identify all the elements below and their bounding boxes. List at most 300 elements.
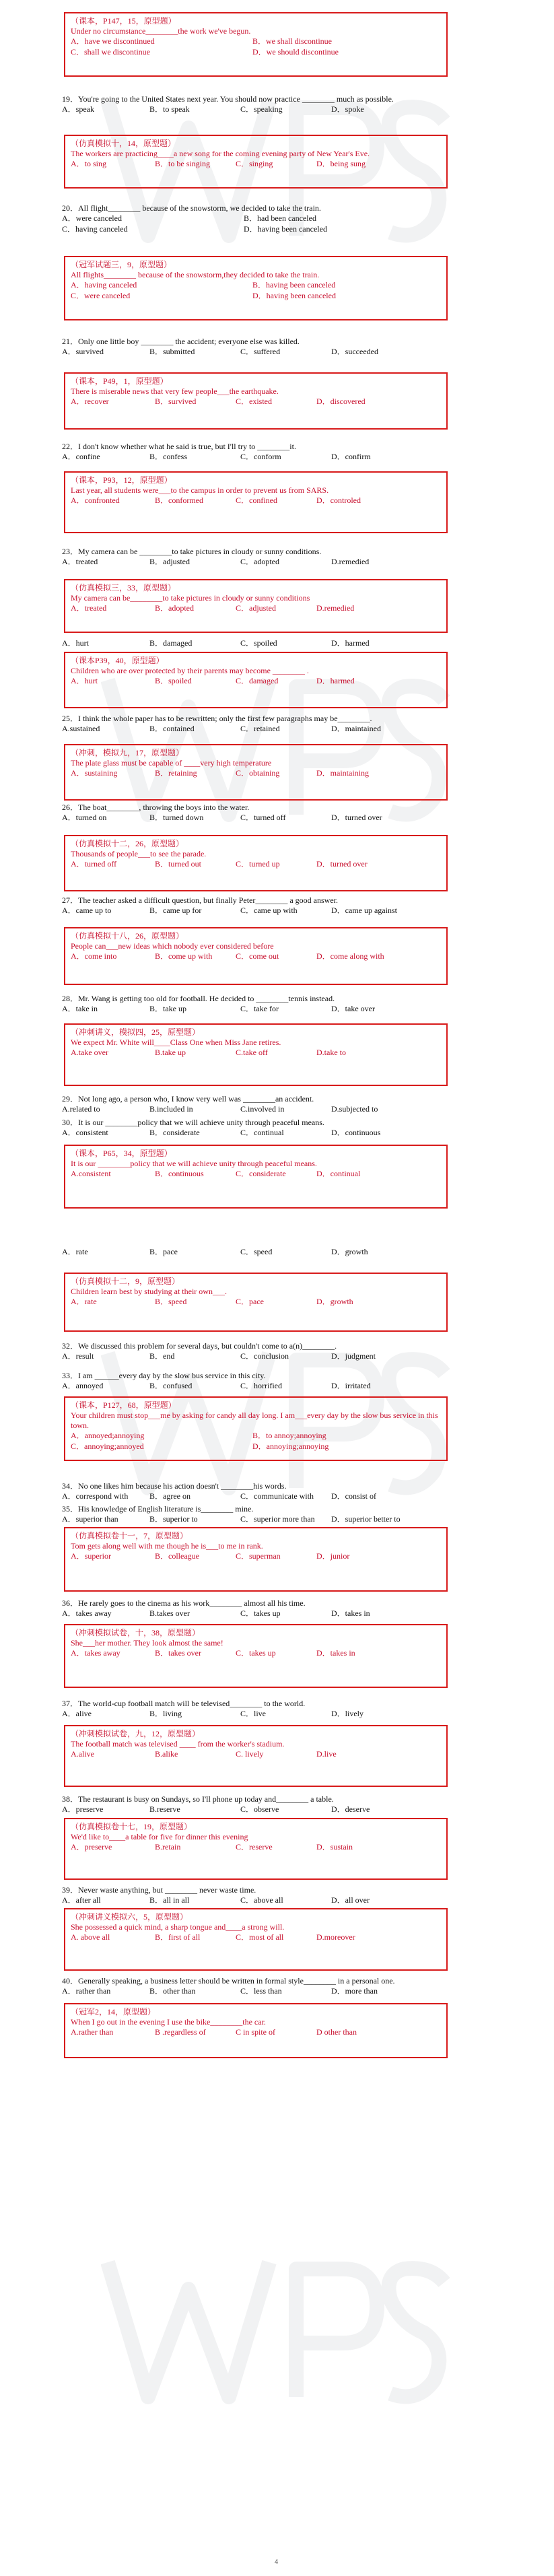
option-c: C．turned off <box>240 813 286 822</box>
source-reference-box <box>64 1725 448 1787</box>
option-b: B．all in all <box>149 1895 190 1905</box>
question-item <box>62 994 493 1015</box>
question-stem: 28．Mr. Wang is getting too old for football. He decided to ________tennis instead. <box>62 994 335 1003</box>
option-c: C．less than <box>240 1986 282 1996</box>
option-b: B．damaged <box>149 638 193 648</box>
options-row <box>71 1297 441 1308</box>
option-b: B.reserve <box>149 1804 180 1814</box>
question-stem: She___her mother. They look almost the same! <box>71 1638 223 1648</box>
option-b: B．spoiled <box>155 676 192 685</box>
options-row <box>62 1381 493 1392</box>
option-c: C．obtaining <box>236 768 280 778</box>
option-a: A．come into <box>71 951 117 961</box>
option-c: C．observe <box>240 1804 279 1814</box>
option-d: D．having been canceled <box>244 224 327 234</box>
option-c: C．were canceled <box>71 291 131 300</box>
options-row <box>71 496 441 506</box>
question-stem: 23．My camera can be ________to take pictures in cloudy or sunny conditions. <box>62 547 322 556</box>
source-reference-box <box>64 471 448 533</box>
option-b: B．we shall discontinue <box>252 36 332 46</box>
options-row <box>62 452 493 463</box>
source-reference-box <box>64 1818 448 1880</box>
option-a: A．hurt <box>62 638 89 648</box>
question-item <box>62 1794 493 1815</box>
option-b: B.included in <box>149 1104 193 1114</box>
option-d: D．all over <box>331 1895 370 1905</box>
source-label: （仿真模拟十二，26，原型题） <box>71 839 184 848</box>
option-c: C．came up with <box>240 906 298 915</box>
option-a: A．superior <box>71 1551 111 1561</box>
option-a: A．treated <box>71 603 107 613</box>
question-item <box>62 1699 493 1720</box>
option-a: A．confine <box>62 452 100 461</box>
option-c: C．reserve <box>236 1842 273 1852</box>
option-c: C. lively <box>236 1749 264 1759</box>
option-a: A．sustaining <box>71 768 118 778</box>
option-c: C．speaking <box>240 104 283 114</box>
option-a: A．rate <box>71 1297 97 1306</box>
option-c: C．singing <box>236 159 273 168</box>
option-d: D．irritated <box>331 1381 371 1390</box>
question-item <box>62 547 493 568</box>
source-reference-box <box>64 256 448 320</box>
option-a: A. above all <box>71 1932 110 1942</box>
options-row <box>71 397 441 407</box>
option-a: A．survived <box>62 347 104 356</box>
source-label: （冲刺讲义，模拟四，25，原型题） <box>71 1027 201 1037</box>
option-b: B．take up <box>149 1004 186 1013</box>
option-a: A.sustained <box>62 724 100 733</box>
source-label: （冲刺模拟试卷，十，38，原型题） <box>71 1628 201 1637</box>
option-b: B．retaining <box>155 768 197 778</box>
option-b: B．adjusted <box>149 557 190 566</box>
option-b: B．superior to <box>149 1514 198 1524</box>
question-stem: 36．He rarely goes to the cinema as his work________ almost all his time. <box>62 1598 306 1608</box>
option-d: D．junior <box>316 1551 350 1561</box>
option-d: D．more than <box>331 1986 378 1996</box>
options-row <box>62 1491 493 1502</box>
options-row <box>62 557 493 568</box>
options-row <box>71 47 441 58</box>
option-d: D．turned over <box>316 859 368 869</box>
question-item <box>62 1371 493 1392</box>
options-row <box>62 347 493 358</box>
option-c: C．superman <box>236 1551 281 1561</box>
option-c: C．retained <box>240 724 280 733</box>
question-stem: 40．Generally speaking, a business letter should be written in formal style________ in a personal one. <box>62 1976 395 1986</box>
options-row <box>62 1247 493 1258</box>
option-a: A．turned off <box>71 859 117 869</box>
question-stem: 38．The restaurant is busy on Sundays, so I'll phone up today and________ a table. <box>62 1794 334 1804</box>
option-a: A．after all <box>62 1895 101 1905</box>
source-reference-box <box>64 1273 448 1332</box>
option-d: D．superior better to <box>331 1514 401 1524</box>
source-label: （仿真模拟十，14，原型题） <box>71 139 176 148</box>
option-a: A．takes away <box>62 1608 112 1618</box>
option-b: B．turned down <box>149 813 204 822</box>
source-label: （仿真模拟卷十一，7，原型题） <box>71 1531 188 1540</box>
option-d: D．confirm <box>331 452 371 461</box>
option-b: B．came up for <box>149 906 202 915</box>
source-label: （课本，P49，1，原型题） <box>71 376 168 386</box>
source-label: （仿真模拟十八，26，原型题） <box>71 931 184 941</box>
option-c: C．conclusion <box>240 1351 289 1361</box>
question-stem: People can___new ideas which nobody ever considered before <box>71 941 274 951</box>
option-a: A．rate <box>62 1247 88 1256</box>
option-a: A．takes away <box>71 1648 120 1658</box>
option-b: B．come up with <box>155 951 213 961</box>
source-reference-box <box>64 1908 448 1971</box>
question-item <box>62 337 493 358</box>
options-row <box>62 1004 493 1015</box>
option-c: C．adjusted <box>236 603 276 613</box>
options-row <box>62 724 493 735</box>
option-c: C．takes up <box>236 1648 276 1658</box>
source-reference-box <box>64 2003 448 2058</box>
options-row <box>71 1431 441 1442</box>
option-d: D．judgment <box>331 1351 376 1361</box>
option-c: C．above all <box>240 1895 283 1905</box>
option-d: D．take over <box>331 1004 375 1013</box>
question-item <box>62 1094 493 1115</box>
option-a: A．consistent <box>62 1128 108 1137</box>
question-stem: We'd like to____a table for five for dinner this evening <box>71 1832 248 1841</box>
question-stem: 30．It is our ________policy that we will achieve unity through peaceful means. <box>62 1118 324 1127</box>
option-c: C．pace <box>236 1297 264 1306</box>
options-row <box>62 1128 493 1139</box>
option-b: B．pace <box>149 1247 178 1256</box>
source-label: （课本，P93，12，原型题） <box>71 475 172 485</box>
option-b: B．conformed <box>155 496 203 505</box>
option-b: B．to annoy;annoying <box>252 1431 326 1440</box>
option-b: B．had been canceled <box>244 213 316 223</box>
source-reference-box <box>64 1527 448 1592</box>
option-b: B．survived <box>155 397 197 406</box>
source-reference-box <box>64 652 448 708</box>
options-row <box>62 1104 493 1115</box>
option-d: D．controled <box>316 496 361 505</box>
option-a: A．hurt <box>71 676 98 685</box>
option-a: A．came up to <box>62 906 112 915</box>
option-c: C．having canceled <box>62 224 128 234</box>
option-c: C．existed <box>236 397 272 406</box>
option-b: B．first of all <box>155 1932 201 1942</box>
option-d: D．discovered <box>316 397 366 406</box>
option-c: C in spite of <box>236 2027 275 2037</box>
option-b: B．agree on <box>149 1491 191 1501</box>
option-d: D．takes in <box>316 1648 355 1658</box>
question-stem: 25．I think the whole paper has to be rewritten; only the first few paragraphs may be________. <box>62 714 372 723</box>
option-b: B．speed <box>155 1297 187 1306</box>
question-stem: The football match was televised ____ from the worker's stadium. <box>71 1739 285 1749</box>
question-item <box>62 1481 493 1502</box>
option-b: B.takes over <box>149 1608 190 1618</box>
source-label: （课本P39，40，原型题） <box>71 656 164 665</box>
options-row <box>62 1986 493 1997</box>
option-c: C．take for <box>240 1004 279 1013</box>
question-stem: 22．I don't know whether what he said is true, but I'll try to ________it. <box>62 442 296 451</box>
option-d: D．continuous <box>331 1128 381 1137</box>
options-row <box>71 1648 441 1659</box>
option-a: A.related to <box>62 1104 100 1114</box>
question-stem: Tom gets along well with me though he is___to me in rank. <box>71 1541 263 1551</box>
option-b: B .regardless of <box>155 2027 206 2037</box>
option-c: C．horrified <box>240 1381 282 1390</box>
option-c: C．takes up <box>240 1608 281 1618</box>
option-d: D.take to <box>316 1048 346 1057</box>
option-c: C．come out <box>236 951 279 961</box>
question-item <box>62 1118 493 1139</box>
source-reference-box <box>64 135 448 189</box>
option-c: C．annoying;annoyed <box>71 1442 144 1451</box>
source-label: （冠军2，14，原型题） <box>71 2007 156 2016</box>
option-a: A．preserve <box>62 1804 104 1814</box>
option-c: C．live <box>240 1709 266 1718</box>
option-c: C．confined <box>236 496 277 505</box>
option-a: A．preserve <box>71 1842 112 1852</box>
option-d: D．continual <box>316 1169 361 1178</box>
options-row <box>62 1351 493 1362</box>
question-stem: 33．I am ______every day by the slow bus service in this city. <box>62 1371 266 1380</box>
question-stem: 35．His knowledge of English literature is________ mine. <box>62 1504 254 1514</box>
option-d: D．growth <box>331 1247 368 1256</box>
option-a: A．treated <box>62 557 98 566</box>
question-stem: My camera can be________to take pictures in cloudy or sunny conditions <box>71 593 310 603</box>
option-c: C．continual <box>240 1128 284 1137</box>
source-reference-box <box>64 1023 448 1086</box>
question-item <box>62 1504 493 1525</box>
option-b: B．having been canceled <box>252 280 336 290</box>
option-d: D．growth <box>316 1297 353 1306</box>
option-b: B．confused <box>149 1381 193 1390</box>
question-stem: 37．The world-cup football match will be televised________ to the world. <box>62 1699 306 1708</box>
source-label: （课本，P65，34，原型题） <box>71 1149 172 1158</box>
option-a: A．annoyed;annoying <box>71 1431 145 1440</box>
option-a: A．speak <box>62 104 94 114</box>
options-row <box>71 951 441 962</box>
source-label: （课本，P147，15，原型题） <box>71 16 176 26</box>
source-label: （课本，P127，68，原型题） <box>71 1400 176 1410</box>
option-c: C．suffered <box>240 347 281 356</box>
source-label: （仿真模拟十二，9，原型题） <box>71 1277 180 1286</box>
options-row <box>71 676 441 687</box>
watermark-logo <box>101 2242 451 2417</box>
option-d: D．came up against <box>331 906 397 915</box>
question-stem: 21．Only one little boy ________ the accident; everyone else was killed. <box>62 337 300 346</box>
option-b: B．continuous <box>155 1169 204 1178</box>
question-stem: The workers are practicing____a new song for the coming evening party of New Year's Eve. <box>71 149 370 158</box>
option-a: A．to sing <box>71 159 107 168</box>
source-reference-box <box>64 1624 448 1688</box>
options-row <box>71 1169 441 1180</box>
option-a: A．annoyed <box>62 1381 104 1390</box>
option-d: D．takes in <box>331 1608 370 1618</box>
question-item <box>62 1598 493 1619</box>
option-a: A．turned on <box>62 813 107 822</box>
option-c: C．considerate <box>236 1169 286 1178</box>
option-d: D．consist of <box>331 1491 376 1501</box>
option-a: A．result <box>62 1351 94 1361</box>
question-stem: Last year, all students were___to the campus in order to prevent us from SARS. <box>71 485 329 495</box>
option-a: A．take in <box>62 1004 98 1013</box>
question-item <box>62 803 493 823</box>
option-c: C.involved in <box>240 1104 285 1114</box>
source-reference-box <box>64 372 448 430</box>
options-row <box>71 603 441 614</box>
options-row <box>62 1514 493 1525</box>
question-item <box>62 895 493 916</box>
question-stem: Children who are over protected by their parents may become ________ . <box>71 666 309 675</box>
question-item <box>62 1341 493 1362</box>
source-label: （冠军试题三，9，原型题） <box>71 260 172 269</box>
option-b: B．to speak <box>149 104 190 114</box>
option-d: D．harmed <box>316 676 355 685</box>
option-b: B．end <box>149 1351 175 1361</box>
option-a: A.take over <box>71 1048 108 1057</box>
source-reference-box <box>64 835 448 891</box>
option-d: D．deserve <box>331 1804 370 1814</box>
options-row <box>62 1608 493 1619</box>
options-row <box>62 638 493 649</box>
option-c: C．adopted <box>240 557 279 566</box>
option-d: D．maintained <box>331 724 381 733</box>
options-row <box>62 1895 493 1906</box>
question-item <box>62 1885 493 1906</box>
option-c: C.take off <box>236 1048 268 1057</box>
source-reference-box <box>64 1145 448 1209</box>
source-reference-box <box>64 744 448 801</box>
option-b: B．colleague <box>155 1551 199 1561</box>
options-row <box>62 213 493 224</box>
source-reference-box <box>64 579 448 633</box>
question-item <box>62 714 493 735</box>
options-row <box>71 768 441 779</box>
option-d: D．annoying;annoying <box>252 1442 329 1451</box>
option-a: A．having canceled <box>71 280 137 290</box>
options-row <box>71 1932 441 1943</box>
question-stem: The plate glass must be capable of ____very high temperature <box>71 758 272 768</box>
question-stem: 32．We discussed this problem for several days, but couldn't come to a(n)________. <box>62 1341 337 1351</box>
option-c: C．communicate with <box>240 1491 314 1501</box>
question-stem: 34．No one likes him because his action doesn't ________his words. <box>62 1481 287 1491</box>
option-d: D．lively <box>331 1709 363 1718</box>
option-a: A．were canceled <box>62 213 122 223</box>
options-row <box>71 1842 441 1853</box>
question-stem: All flights________ because of the snowstorm,they decided to take the train. <box>71 270 320 279</box>
question-item <box>62 638 493 649</box>
option-d: D．turned over <box>331 813 382 822</box>
option-b: B．to be singing <box>155 159 211 168</box>
option-b: B．considerate <box>149 1128 200 1137</box>
options-row <box>71 280 441 291</box>
option-d: D.moreover <box>316 1932 355 1942</box>
options-row <box>71 1551 441 1562</box>
options-row <box>62 906 493 916</box>
options-row <box>62 813 493 823</box>
options-row <box>71 291 441 302</box>
question-stem: It is our ________policy that we will achieve unity through peaceful means. <box>71 1159 317 1168</box>
option-c: C．damaged <box>236 676 279 685</box>
source-label: （冲刺讲义模拟六，5，原型题） <box>71 1912 188 1922</box>
question-stem: Thousands of people___to see the parade. <box>71 849 207 858</box>
options-row <box>62 224 493 235</box>
question-stem: 20．All flight________ because of the snowstorm, we decided to take the train. <box>62 203 321 213</box>
option-a: A.alive <box>71 1749 94 1759</box>
option-b: B.alike <box>155 1749 178 1759</box>
option-d: D.remedied <box>316 603 355 613</box>
page-number: 4 <box>275 2558 278 2566</box>
source-reference-box <box>64 12 448 77</box>
option-a: A．rather than <box>62 1986 111 1996</box>
option-d: D．come along with <box>316 951 384 961</box>
source-label: （仿真模拟卷十七，19，原型题） <box>71 1822 193 1831</box>
option-a: A．alive <box>62 1709 92 1718</box>
option-c: C．conform <box>240 452 281 461</box>
question-stem: 27．The teacher asked a difficult question, but finally Peter________ a good answer. <box>62 895 339 905</box>
question-stem: 19．You're going to the United States next year. You should now practice ________ much as possible. <box>62 94 394 104</box>
source-reference-box <box>64 927 448 985</box>
option-d: D．we should discontinue <box>252 47 339 57</box>
option-d: D.live <box>316 1749 337 1759</box>
question-stem: Your children must stop___me by asking for candy all day long. I am___every day by the slow bus service in this town. <box>71 1411 438 1430</box>
question-item <box>62 1976 493 1997</box>
option-c: C．speed <box>240 1247 273 1256</box>
option-d: D other than <box>316 2027 357 2037</box>
option-b: B.take up <box>155 1048 186 1057</box>
option-a: A．recover <box>71 397 109 406</box>
option-c: C．turned up <box>236 859 280 869</box>
option-b: B．living <box>149 1709 182 1718</box>
option-c: C．superior more than <box>240 1514 315 1524</box>
source-label: （冲刺，模拟九，17，原型题） <box>71 748 184 757</box>
option-b: B．contained <box>149 724 195 733</box>
option-a: A.consistent <box>71 1169 111 1178</box>
question-stem: 39．Never waste anything, but ________ never waste time. <box>62 1885 256 1895</box>
options-row <box>71 1749 441 1760</box>
option-d: D．spoke <box>331 104 364 114</box>
option-b: B．submitted <box>149 347 195 356</box>
options-row <box>71 36 441 47</box>
option-d: D.subjected to <box>331 1104 378 1114</box>
question-stem: 26．The boat________, throwing the boys into the water. <box>62 803 250 812</box>
question-stem: 29．Not long ago, a person who, I know very well was ________an accident. <box>62 1094 314 1104</box>
option-b: B．turned out <box>155 859 201 869</box>
option-b: B．takes over <box>155 1648 201 1658</box>
option-a: A．have we discontinued <box>71 36 155 46</box>
option-b: B.retain <box>155 1842 181 1852</box>
question-item <box>62 1247 493 1258</box>
question-stem: When I go out in the evening I use the bike________the car. <box>71 2017 266 2027</box>
source-label: （冲刺模拟试卷，九，12，原型题） <box>71 1729 201 1738</box>
option-a: A．correspond with <box>62 1491 129 1501</box>
options-row <box>71 159 441 170</box>
question-stem: We expect Mr. White will____Class One when Miss Jane retires. <box>71 1038 281 1047</box>
option-b: B．confess <box>149 452 187 461</box>
option-d: D．being sung <box>316 159 366 168</box>
option-c: C．shall we discontinue <box>71 47 150 57</box>
question-stem: There is miserable news that very few people___the earthquake. <box>71 386 279 396</box>
option-c: C．spoiled <box>240 638 277 648</box>
option-d: D．succeeded <box>331 347 378 356</box>
option-d: D．maintaining <box>316 768 369 778</box>
question-stem: Under no circumstance________the work we've begun. <box>71 26 251 36</box>
option-d: D．harmed <box>331 638 370 648</box>
options-row <box>71 2027 441 2038</box>
question-stem: Children learn best by studying at their own___. <box>71 1287 227 1296</box>
options-row <box>62 1709 493 1720</box>
question-item <box>62 442 493 463</box>
options-row <box>71 1442 441 1452</box>
